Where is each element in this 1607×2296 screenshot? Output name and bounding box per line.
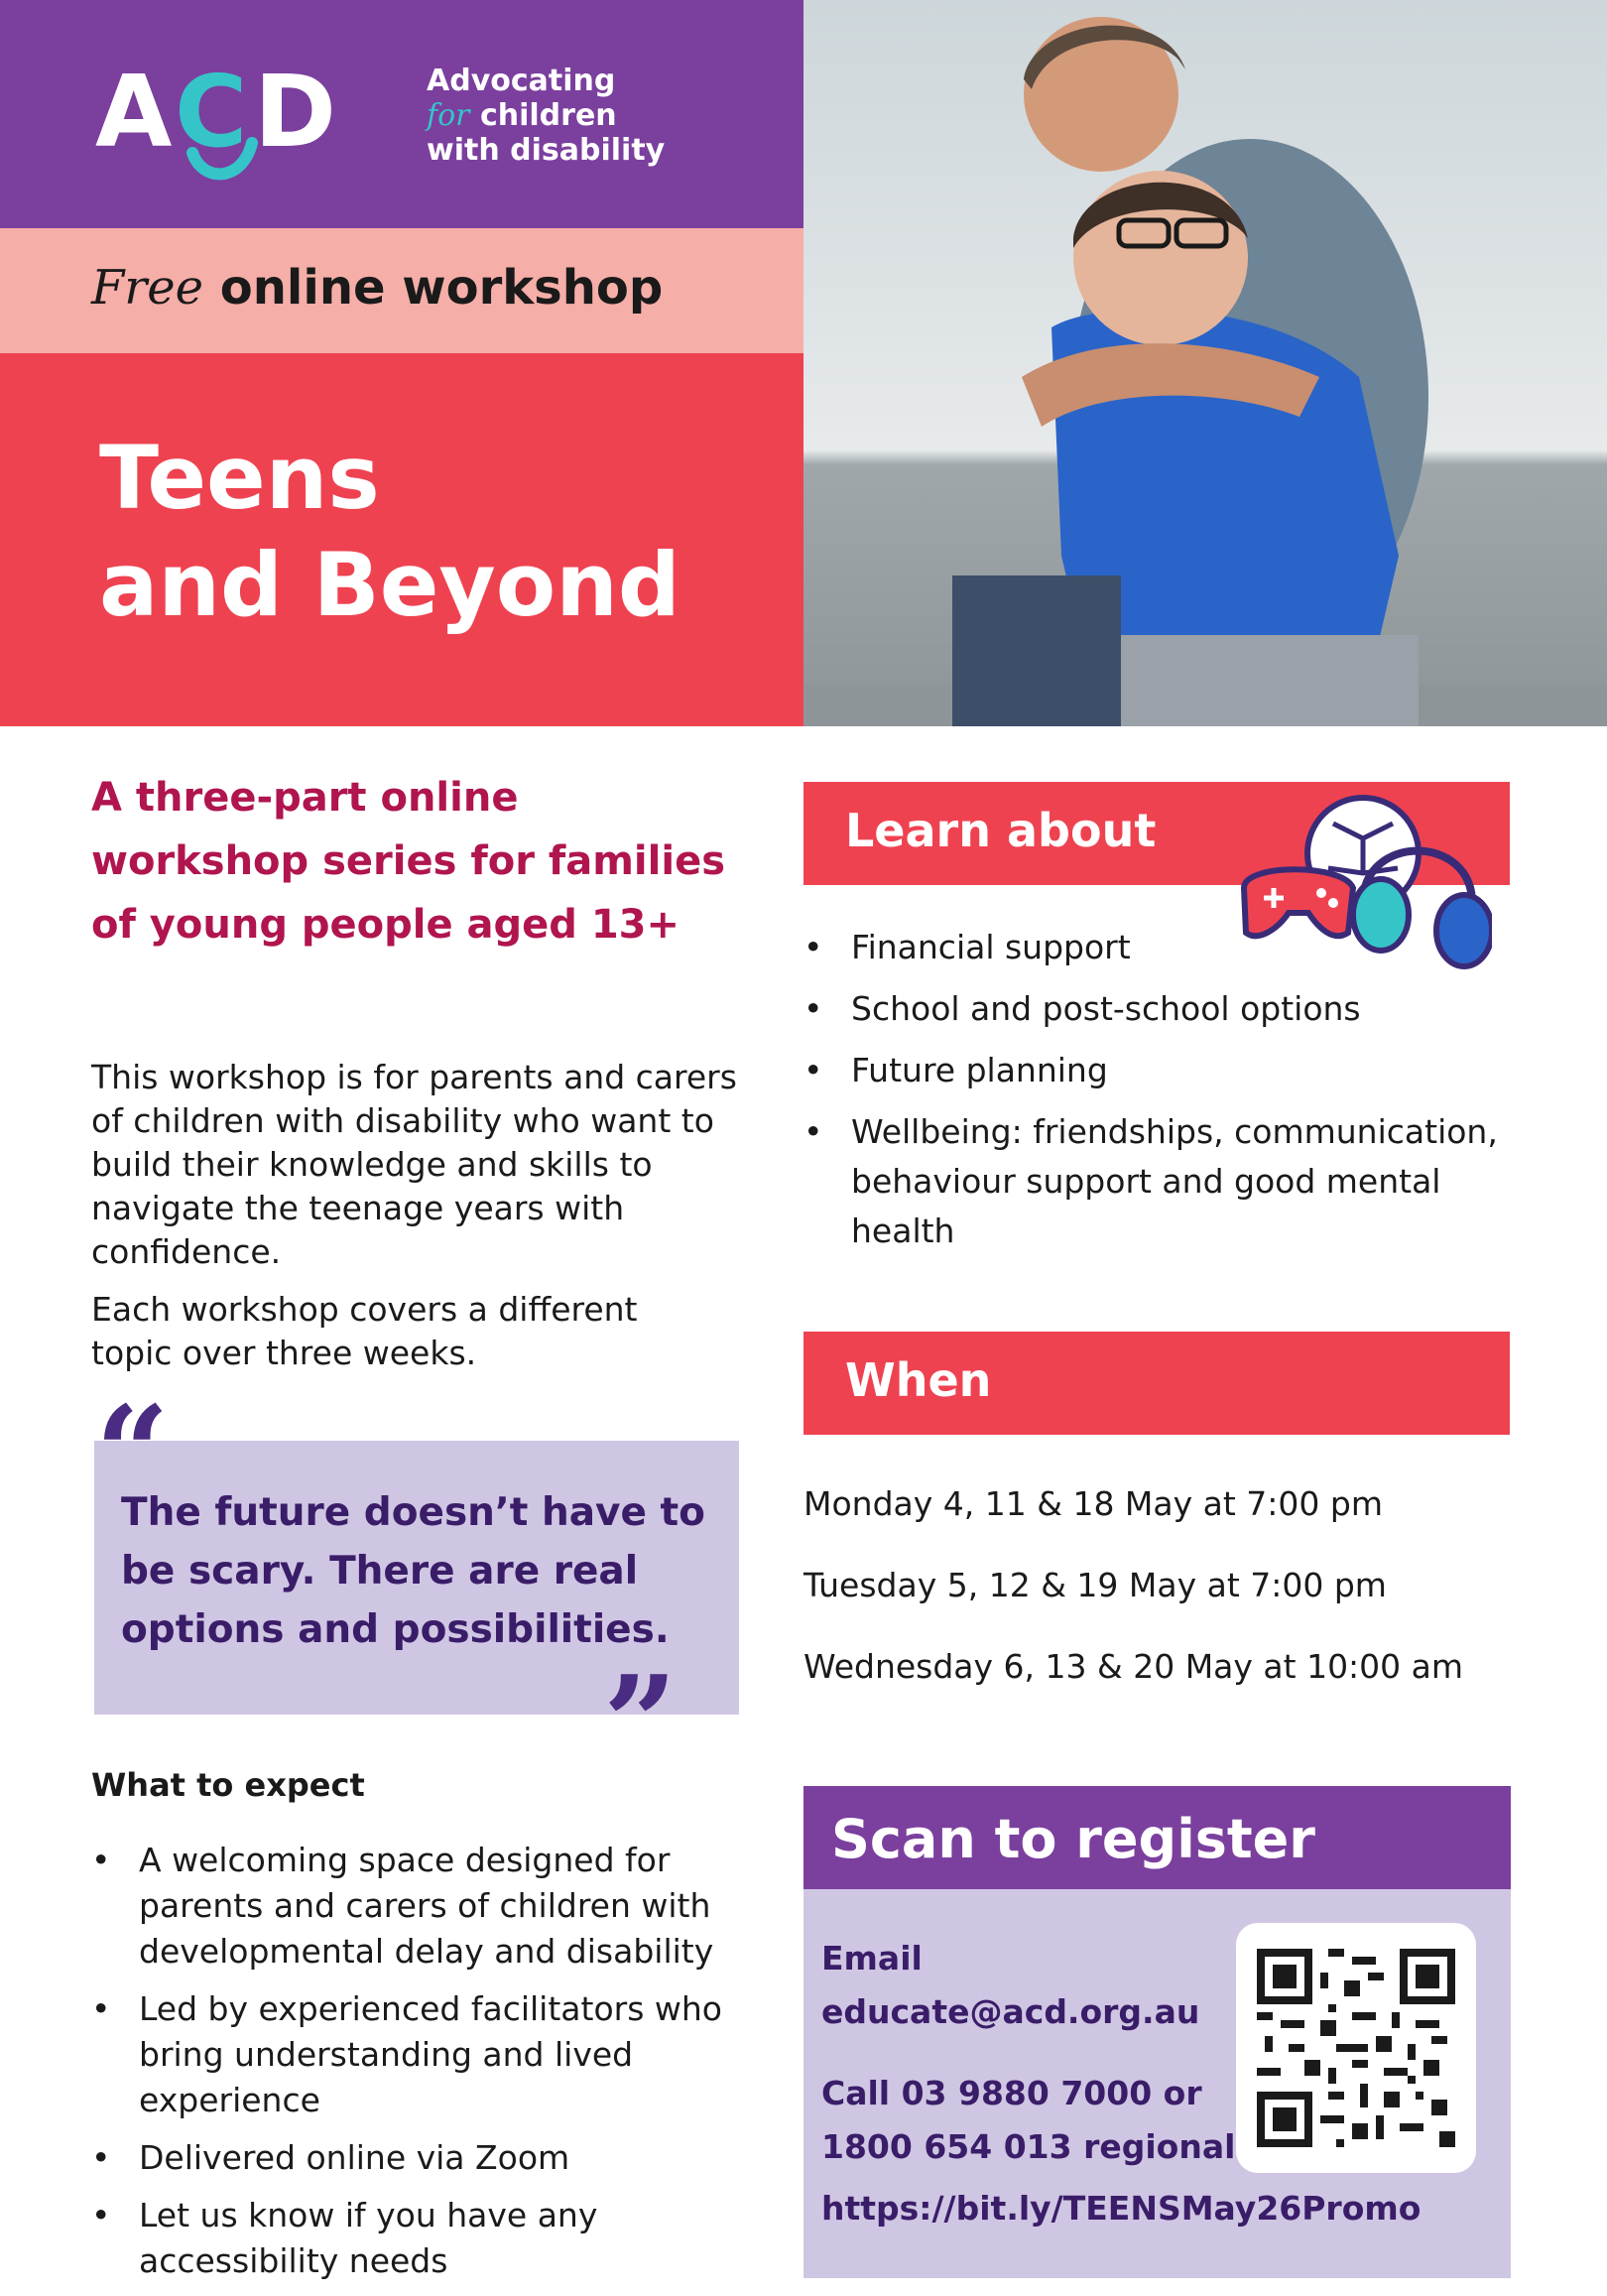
list-item: • Let us know if you have any accessibility needs [91, 2193, 746, 2284]
logo-tagline [427, 64, 724, 168]
logo-swirl-icon [183, 113, 262, 183]
learn-list [804, 923, 1518, 1268]
intro-paragraph-2: Each workshop covers a different topic over three weeks. [91, 1290, 638, 1372]
hero-photo [804, 0, 1607, 726]
call-line-1: Call 03 9880 7000 or [821, 2074, 1202, 2112]
register-heading-bar [804, 1786, 1511, 1889]
title-line1: Teens [99, 427, 380, 529]
quote-close-icon: ” [603, 1647, 678, 1799]
qr-code-icon[interactable] [1257, 1949, 1455, 2147]
intro-paragraph-1: This workshop is for parents and carers of children with disability who want to build their knowledge and skills to navigate the teenage years with confidence. [91, 1058, 737, 1271]
register-url-link[interactable]: https://bit.ly/TEENSMay26Promo [821, 2189, 1422, 2228]
tagline-children: children [479, 98, 617, 133]
session-tuesday: Tuesday 5, 12 & 19 May at 7:00 pm [804, 1566, 1387, 1604]
list-item: • Future planning [804, 1046, 1518, 1095]
expect-heading: What to expect [91, 1766, 365, 1804]
call-line-2: 1800 654 013 regional [821, 2127, 1236, 2166]
list-item: • Led by experienced facilitators who bring understanding and lived experience [91, 1986, 746, 2123]
qr-code-card [1236, 1923, 1476, 2173]
quote-text: The future doesn’t have to be scary. There are real options and possibilities. [121, 1490, 705, 1652]
tagline-for: for [427, 98, 470, 133]
acd-logo [95, 54, 373, 183]
session-monday: Monday 4, 11 & 18 May at 7:00 pm [804, 1484, 1383, 1523]
list-item: • School and post-school options [804, 984, 1518, 1034]
list-item: • Wellbeing: friendships, communication, behaviour support and good mental health [804, 1107, 1518, 1256]
title-line2: and Beyond [99, 534, 680, 636]
intro-lead: A three-part online workshop series for families of young people aged 13+ [91, 775, 726, 948]
logo-letter-d: D [254, 54, 333, 170]
tagline-line3: with disability [427, 133, 666, 168]
tagline-line2 [427, 98, 724, 133]
logo-letter-c: C [175, 54, 244, 170]
when-heading-bar [804, 1332, 1510, 1435]
logo-letter-a: A [95, 54, 169, 170]
quote-open-icon: “ [95, 1377, 170, 1529]
email-label: Email [821, 1939, 923, 1977]
people-hugging-illustration-icon [804, 0, 1607, 726]
list-item: • A welcoming space designed for parents and carers of children with developmental delay and disability [91, 1838, 746, 1975]
expect-list [91, 1838, 746, 2296]
email-link[interactable]: educate@acd.org.au [821, 1992, 1200, 2031]
session-wednesday: Wednesday 6, 13 & 20 May at 10:00 am [804, 1647, 1464, 1686]
page-title [99, 425, 680, 639]
register-heading: Scan to register [831, 1808, 1315, 1870]
free-word: Free [91, 260, 204, 316]
learn-about-heading: Learn about [845, 804, 1157, 857]
list-item: • Financial support [804, 923, 1518, 972]
list-item: • Delivered online via Zoom [91, 2135, 746, 2181]
when-heading: When [845, 1353, 992, 1407]
tagline-line1: Advocating [427, 64, 616, 98]
online-workshop-word: online workshop [203, 260, 664, 316]
free-workshop-label [91, 260, 663, 316]
